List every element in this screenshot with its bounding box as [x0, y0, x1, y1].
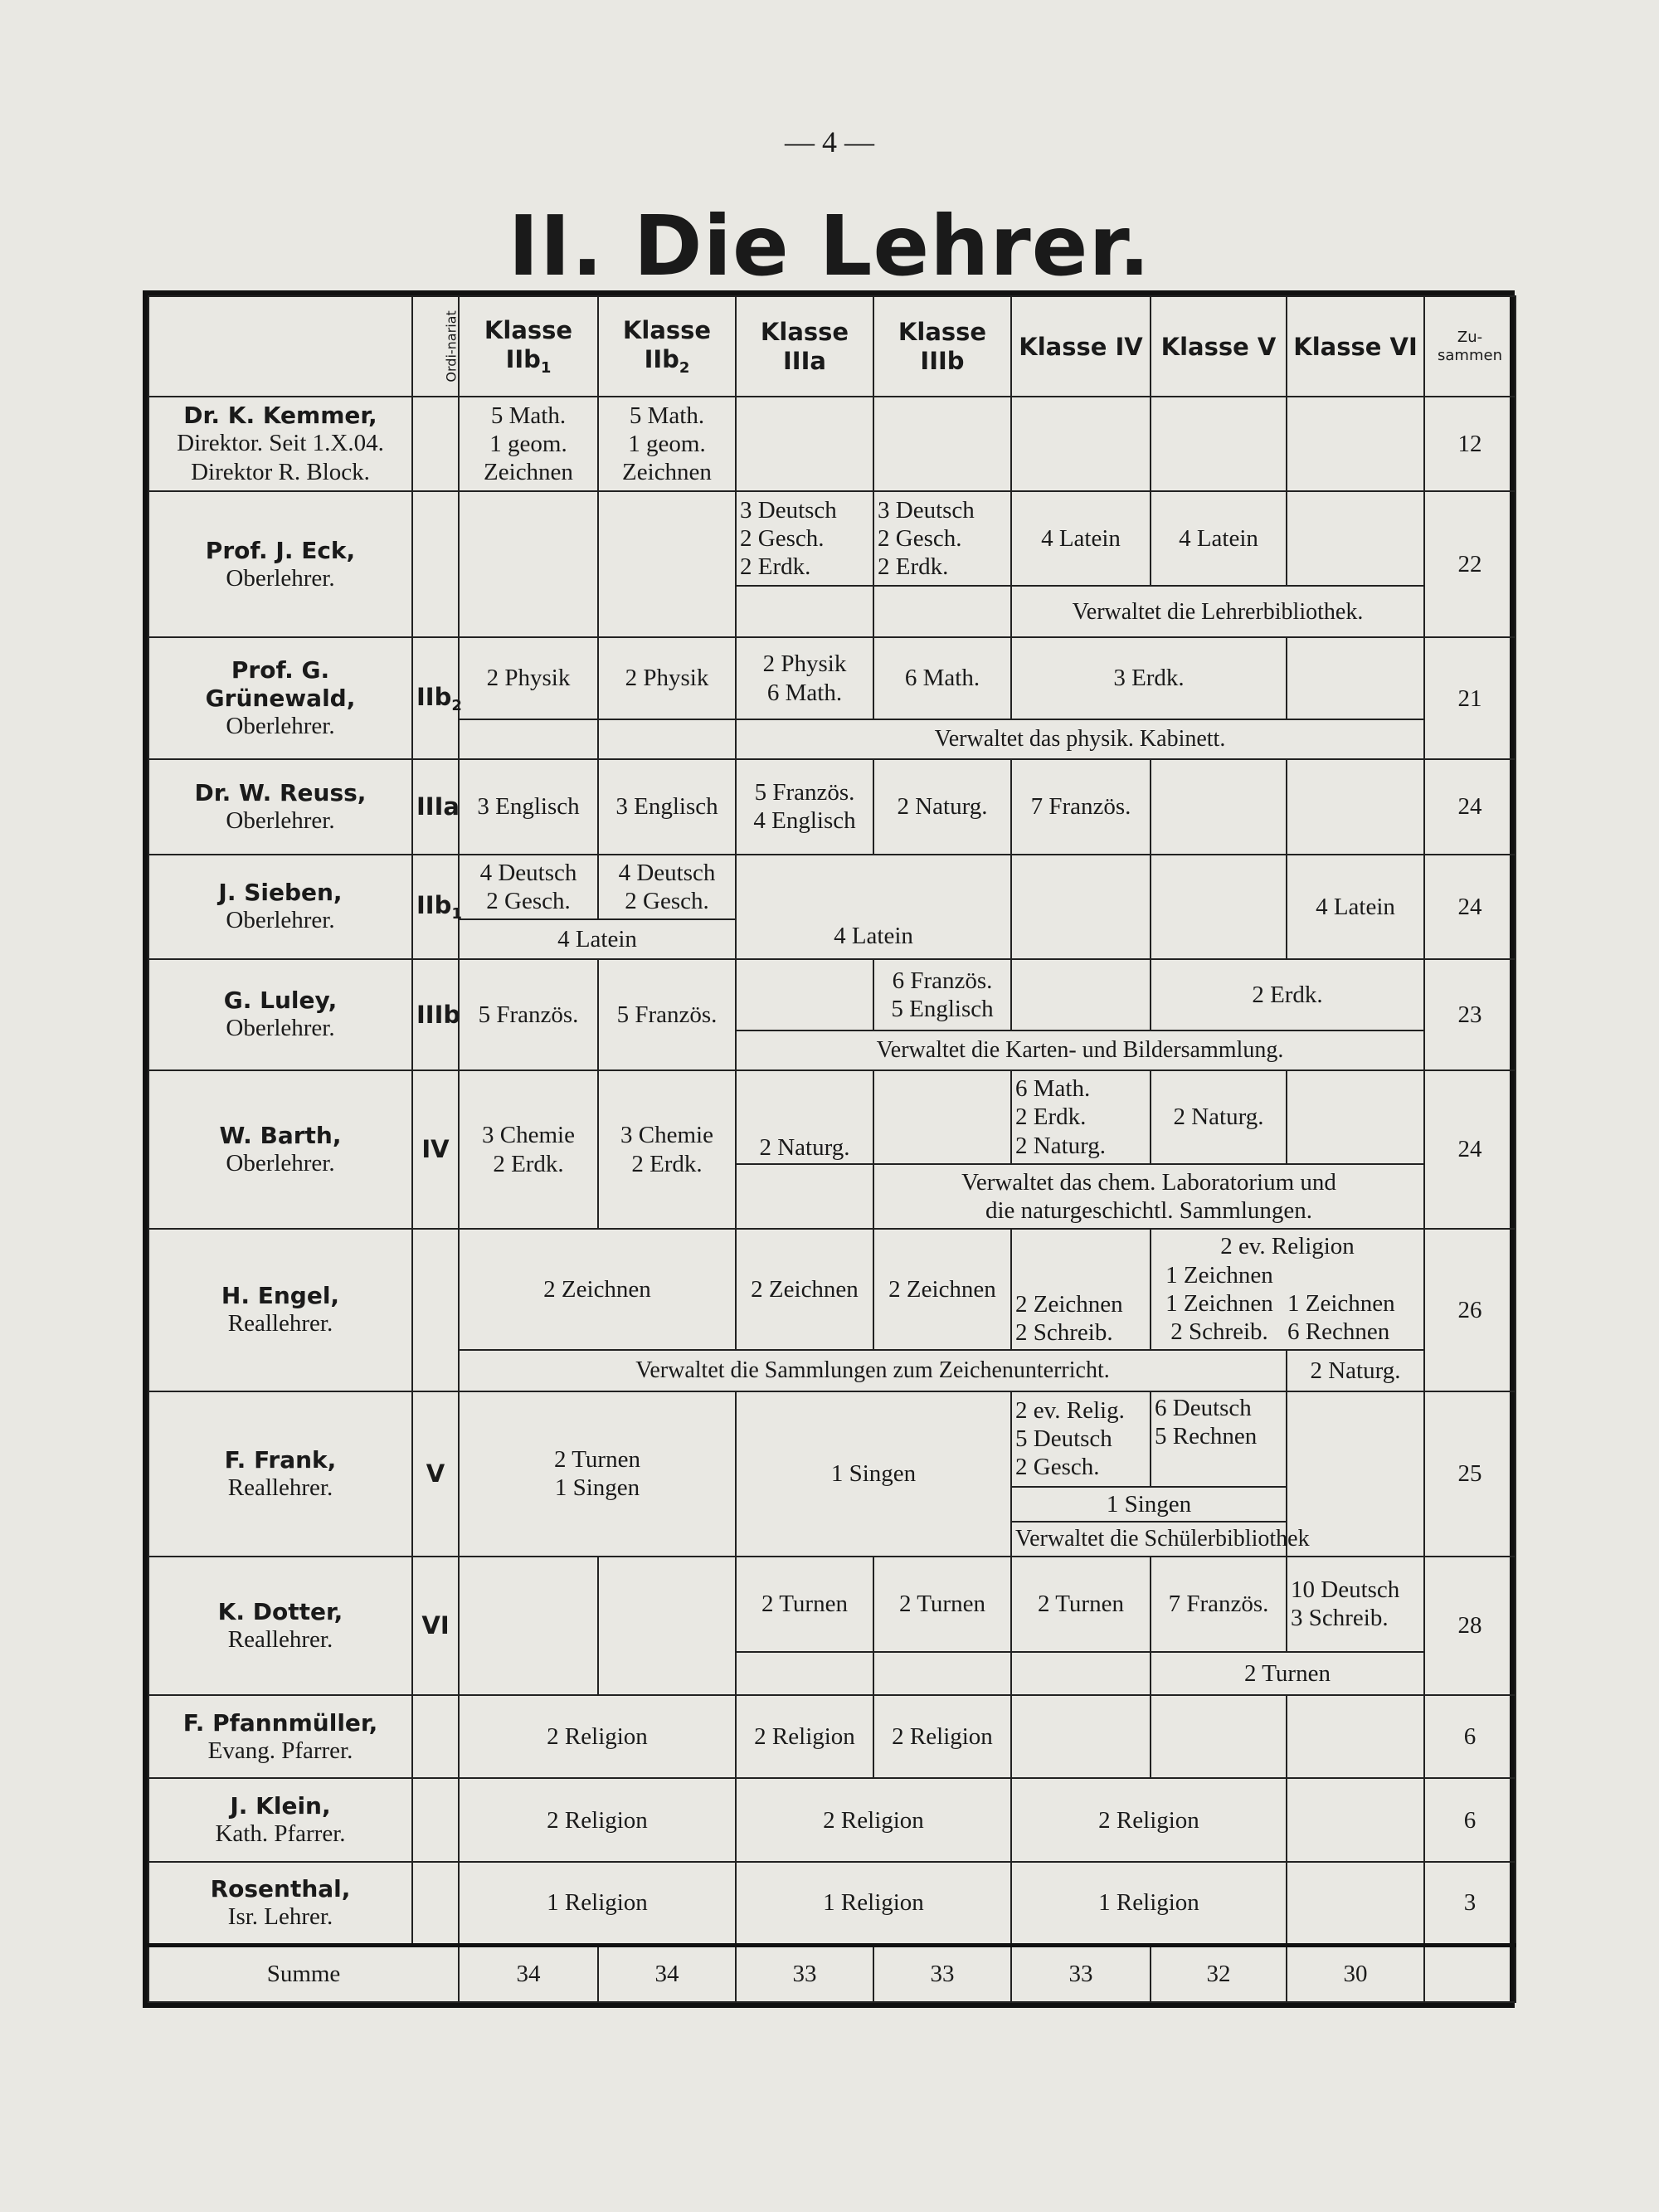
row-dotter — [148, 1557, 1515, 1652]
lesson-cell: 4 Deutsch 2 Gesch. — [459, 855, 598, 919]
summe-label: Summe — [148, 1945, 459, 2002]
page-number: — 4 — — [785, 125, 874, 158]
lesson-cell: 2 Religion — [459, 1695, 736, 1778]
teacher-role: Reallehrer. — [227, 1474, 333, 1501]
lesson-cell: 1 Religion — [459, 1862, 736, 1945]
row-barth — [148, 1070, 1515, 1165]
ordinariat-cell: IIb$_2$ — [412, 637, 459, 758]
teachers-table — [143, 290, 1515, 2008]
row-rosenthal — [148, 1862, 1515, 1945]
total-cell: 3 — [1424, 1862, 1515, 1945]
lesson-cell: 4 Latein — [1011, 491, 1151, 586]
ordinariat-cell — [412, 491, 459, 637]
teacher-cell — [148, 491, 412, 637]
teacher-name: Prof. G. Grünewald, — [205, 656, 356, 712]
duty-note: Verwaltet die Lehrerbibliothek. — [1011, 586, 1424, 638]
lesson-cell: 2 Physik — [598, 637, 736, 719]
duty-note: Verwaltet die Sammlungen zum Zeichenunterricht. — [459, 1350, 1287, 1391]
duty-note: Verwaltet das physik. Kabinett. — [736, 719, 1424, 759]
ordinariat-cell: IIIb — [412, 959, 459, 1070]
ordinariat-cell — [412, 1862, 459, 1945]
teacher-name: Dr. K. Kemmer, — [183, 402, 377, 430]
total-cell: 24 — [1424, 855, 1515, 959]
lesson-cell: 1 Religion — [736, 1862, 1011, 1945]
lesson-cell: 2 Zeichnen — [736, 1229, 873, 1349]
lesson-cell: 2 Naturg. — [873, 759, 1011, 855]
ordinariat-cell — [412, 397, 459, 491]
lesson-cell — [1151, 1229, 1424, 1349]
lesson-cell: 7 Französ. — [1011, 759, 1151, 855]
ordinariat-cell — [412, 1695, 459, 1778]
teacher-role: Oberlehrer. — [226, 907, 335, 934]
total-cell: 22 — [1424, 491, 1515, 637]
summe-value: 33 — [736, 1945, 873, 2002]
lesson-cell: 3 Englisch — [459, 759, 598, 855]
teacher-name: F. Pfannmüller, — [182, 1708, 378, 1737]
lesson-cell: 7 Französ. — [1151, 1557, 1287, 1652]
row-engel — [148, 1229, 1515, 1349]
teacher-name: K. Dotter, — [217, 1597, 343, 1625]
lesson-cell: 5 Französ. — [459, 959, 598, 1070]
lesson-cell: 5 Französ. — [598, 959, 736, 1070]
teacher-cell — [148, 1229, 412, 1391]
teacher-name: F. Frank, — [224, 1445, 337, 1474]
header-klasse-v: Klasse V — [1151, 296, 1287, 397]
summe-value: 33 — [873, 1945, 1011, 2002]
header-klasse-iv: Klasse IV — [1011, 296, 1151, 397]
lesson-cell: 2 Naturg. — [1151, 1070, 1287, 1165]
row-frank — [148, 1391, 1515, 1487]
lesson-cell: 3 Deutsch 2 Gesch. 2 Erdk. — [736, 491, 873, 586]
ordinariat-cell: V — [412, 1391, 459, 1557]
teacher-cell — [148, 1862, 412, 1945]
total-cell: 24 — [1424, 759, 1515, 855]
ordinariat-cell — [412, 1229, 459, 1391]
row-eck — [148, 491, 1515, 586]
teacher-cell — [148, 1070, 412, 1230]
lesson-cell: 1 Religion — [1011, 1862, 1287, 1945]
row-gruenewald — [148, 637, 1515, 719]
teacher-cell — [148, 1557, 412, 1695]
header-zusammen: Zu-sammen — [1424, 296, 1515, 397]
summe-row — [148, 1945, 1515, 2002]
lesson-cell: 3 Erdk. — [1011, 637, 1287, 719]
lesson-cell: 1 Zeichnen 1 Zeichnen 2 Schreib. — [1165, 1261, 1273, 1346]
header-klasse-iiib: Klasse IIIb — [873, 296, 1011, 397]
lesson-cell: 2 Naturg. — [736, 1070, 873, 1165]
ordinariat-cell: IIb$_1$ — [412, 855, 459, 959]
lesson-cell: 2 Physik — [459, 637, 598, 719]
teacher-role: Isr. Lehrer. — [227, 1903, 333, 1930]
lesson-cell: 2 Religion — [736, 1778, 1011, 1861]
lesson-cell: 2 Zeichnen 2 Schreib. — [1011, 1229, 1151, 1349]
total-cell: 6 — [1424, 1695, 1515, 1778]
lesson-cell: 5 Math. 1 geom. Zeichnen — [598, 397, 736, 491]
lesson-cell: 1 Singen — [736, 1391, 1011, 1557]
lesson-cell: 2 Turnen 1 Singen — [459, 1391, 736, 1557]
header-row — [148, 296, 1515, 397]
teacher-cell — [148, 959, 412, 1070]
duty-note: Verwaltet die Karten- und Bildersammlung. — [736, 1030, 1424, 1070]
lesson-cell: 3 Englisch — [598, 759, 736, 855]
header-klasse-iiia: Klasse IIIa — [736, 296, 873, 397]
ordinariat-cell: VI — [412, 1557, 459, 1695]
summe-value: 32 — [1151, 1945, 1287, 2002]
summe-value: 34 — [459, 1945, 598, 2002]
summe-value: 33 — [1011, 1945, 1151, 2002]
teacher-role: Oberlehrer. — [226, 564, 335, 592]
lesson-cell: 3 Deutsch 2 Gesch. 2 Erdk. — [873, 491, 1011, 586]
total-cell: 26 — [1424, 1229, 1515, 1391]
row-sieben — [148, 855, 1515, 919]
lesson-cell: 3 Chemie 2 Erdk. — [459, 1070, 598, 1230]
teacher-role: Evang. Pfarrer. — [207, 1737, 353, 1764]
lesson-cell: 5 Math. 1 geom. Zeichnen — [459, 397, 598, 491]
row-kemmer — [148, 397, 1515, 491]
lesson-cell: 2 Turnen — [1011, 1557, 1151, 1652]
teacher-cell — [148, 759, 412, 855]
header-klasse-iib2: Klasse IIb$_2$ — [598, 296, 736, 397]
teacher-role: Reallehrer. — [227, 1310, 333, 1337]
teacher-role: Oberlehrer. — [226, 1149, 335, 1177]
summe-value: 34 — [598, 1945, 736, 2002]
teacher-cell — [148, 1391, 412, 1557]
teacher-cell — [148, 1778, 412, 1861]
lesson-cell: 5 Französ. 4 Englisch — [736, 759, 873, 855]
teacher-name: H. Engel, — [221, 1282, 340, 1310]
teacher-cell — [148, 397, 412, 491]
teacher-name: W. Barth, — [219, 1121, 342, 1149]
row-reuss — [148, 759, 1515, 855]
total-cell: 24 — [1424, 1070, 1515, 1230]
lesson-cell: 4 Latein — [736, 855, 1011, 959]
total-cell: 25 — [1424, 1391, 1515, 1557]
lesson-cell: 2 Turnen — [873, 1557, 1011, 1652]
teacher-name: Dr. W. Reuss, — [194, 778, 367, 806]
teacher-name: J. Sieben, — [218, 879, 343, 907]
lesson-cell: 6 Math. — [873, 637, 1011, 719]
lesson-cell: 2 ev. Relig. 5 Deutsch 2 Gesch. — [1011, 1391, 1151, 1487]
lesson-cell: 2 Religion — [1011, 1778, 1287, 1861]
total-cell: 6 — [1424, 1778, 1515, 1861]
teacher-name: G. Luley, — [223, 987, 338, 1015]
lesson-cell: 2 Religion — [736, 1695, 873, 1778]
religion-line: 2 ev. Religion — [1220, 1233, 1355, 1260]
teacher-role: Reallehrer. — [227, 1625, 333, 1653]
teacher-name: Prof. J. Eck, — [205, 536, 356, 564]
ordinariat-cell: IIIa — [412, 759, 459, 855]
teacher-role: Direktor. Seit 1.X.04. — [177, 430, 384, 457]
header-teacher — [148, 296, 412, 397]
lesson-cell: 6 Math. 2 Erdk. 2 Naturg. — [1011, 1070, 1151, 1165]
total-cell: 23 — [1424, 959, 1515, 1070]
teacher-cell — [148, 855, 412, 959]
lesson-cell: 6 Französ. 5 Englisch — [873, 959, 1011, 1030]
header-ordinariat: Ordi-nariat — [412, 296, 459, 397]
ordinariat-cell: IV — [412, 1070, 459, 1230]
lesson-cell: 2 Religion — [873, 1695, 1011, 1778]
lesson-cell: 6 Deutsch 5 Rechnen — [1151, 1391, 1287, 1487]
lesson-cell: 4 Latein — [1151, 491, 1287, 586]
teacher-role: Oberlehrer. — [226, 806, 335, 834]
teacher-role: Kath. Pfarrer. — [215, 1820, 346, 1848]
row-klein — [148, 1778, 1515, 1861]
lesson-cell: 4 Latein — [1287, 855, 1424, 959]
summe-value: 30 — [1287, 1945, 1424, 2002]
lesson-cell: 2 Zeichnen — [459, 1229, 736, 1349]
lesson-cell: 4 Deutsch 2 Gesch. — [598, 855, 736, 919]
teacher-name: Rosenthal, — [210, 1874, 351, 1903]
header-klasse-vi: Klasse VI — [1287, 296, 1424, 397]
lesson-cell: 4 Latein — [459, 919, 736, 959]
lesson-cell: 2 Physik 6 Math. — [736, 637, 873, 719]
lesson-cell: 2 Naturg. — [1287, 1350, 1424, 1391]
lesson-cell: 1 Zeichnen 6 Rechnen — [1287, 1289, 1395, 1346]
teacher-role: Oberlehrer. — [226, 712, 335, 739]
teacher-name: J. Klein, — [230, 1792, 331, 1820]
duty-note: Verwaltet das chem. Laboratorium und die naturgeschichtl. Sammlungen. — [873, 1164, 1424, 1229]
lesson-cell: 1 Singen — [1011, 1487, 1287, 1522]
lesson-cell: 2 Religion — [459, 1778, 736, 1861]
lesson-cell: 2 Turnen — [736, 1557, 873, 1652]
lesson-cell: 10 Deutsch 3 Schreib. — [1287, 1557, 1424, 1652]
total-cell: 28 — [1424, 1557, 1515, 1695]
lesson-cell: 2 Zeichnen — [873, 1229, 1011, 1349]
lesson-cell: 3 Chemie 2 Erdk. — [598, 1070, 736, 1230]
duty-note: Verwaltet die Schülerbibliothek — [1011, 1522, 1287, 1557]
row-pfannmueller — [148, 1695, 1515, 1778]
page-title: II. Die Lehrer. — [508, 197, 1151, 295]
header-klasse-iib1: Klasse IIb$_1$ — [459, 296, 598, 397]
total-cell: 21 — [1424, 637, 1515, 758]
teacher-role: Oberlehrer. — [226, 1015, 335, 1042]
total-cell: 12 — [1424, 397, 1515, 491]
row-luley — [148, 959, 1515, 1030]
teacher-role: Direktor R. Block. — [191, 458, 370, 485]
lesson-cell: 2 Erdk. — [1151, 959, 1424, 1030]
teacher-cell — [148, 637, 412, 758]
teacher-cell — [148, 1695, 412, 1778]
ordinariat-cell — [412, 1778, 459, 1861]
lesson-cell: 2 Turnen — [1151, 1652, 1424, 1695]
